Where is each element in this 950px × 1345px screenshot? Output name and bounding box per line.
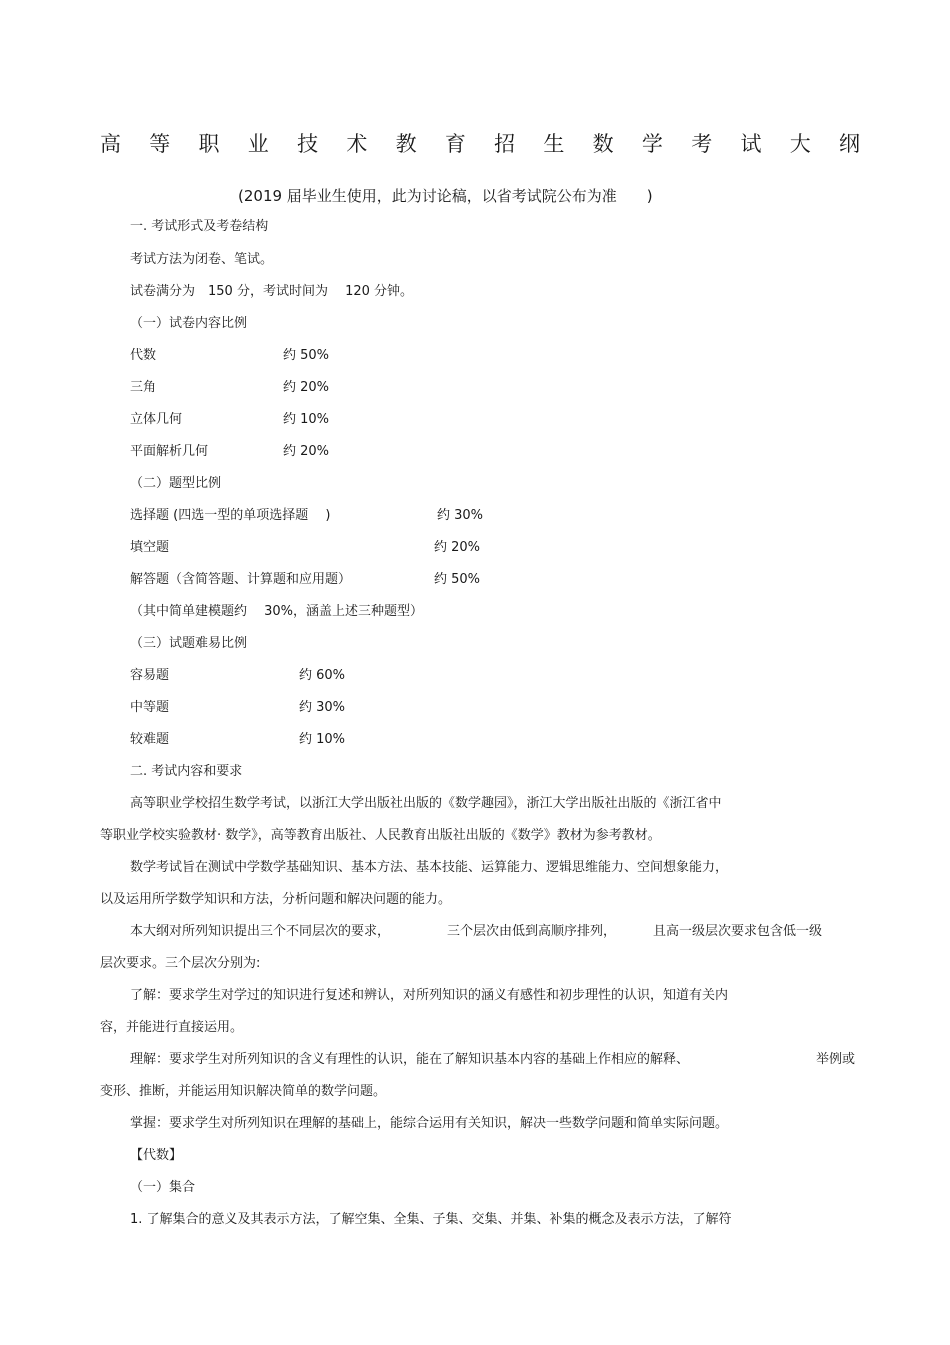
title-char: 数 <box>592 132 614 156</box>
title-char: 高 <box>100 132 121 156</box>
row-value: 约 50% <box>434 572 481 587</box>
title-char: 业 <box>247 132 269 156</box>
exam-method: 考试方法为闭卷、笔试。 <box>130 252 274 267</box>
paragraph-comprehend-1a: 理解：要求学生对所列知识的含义有理性的认识，能在了解知识基本内容的基础上作相应的解释、 <box>130 1052 690 1067</box>
title-char: 职 <box>198 132 220 156</box>
document-title <box>100 128 860 158</box>
title-char: 学 <box>641 132 663 156</box>
row-value: 约 20% <box>283 380 330 395</box>
row-value: 约 30% <box>437 508 484 523</box>
title-char: 纲 <box>838 132 860 156</box>
paragraph-textbooks-2: 等职业学校实验教材· 数学》，高等教育出版社、人民教育出版社出版的《数学》教材为参考教材。 <box>100 828 661 843</box>
document-subtitle: (2019 届毕业生使用，此为讨论稿，以省考试院公布为准 ) <box>238 187 653 205</box>
topic-heading-sets: （一）集合 <box>130 1180 196 1195</box>
paragraph-levels-1c: 且高一级层次要求包含低一级 <box>653 924 823 939</box>
section-heading-content: 二. 考试内容和要求 <box>130 764 243 779</box>
title-char: 考 <box>691 132 713 156</box>
row-label: 较难题 <box>130 732 170 747</box>
paragraph-levels-1b: 三个层次由低到高顺序排列， <box>447 924 617 939</box>
row-value: 约 10% <box>299 732 346 747</box>
row-value: 约 20% <box>434 540 481 555</box>
title-char: 大 <box>789 132 811 156</box>
row-label: 中等题 <box>130 700 170 715</box>
row-label: 填空题 <box>130 540 170 555</box>
row-value: 约 30% <box>299 700 346 715</box>
paragraph-master: 掌握：要求学生对所列知识在理解的基础上，能综合运用有关知识，解决一些数学问题和简单实际问题。 <box>130 1116 729 1131</box>
title-char: 教 <box>395 132 417 156</box>
exam-score-time: 试卷满分为 150 分，考试时间为 120 分钟。 <box>130 284 414 299</box>
row-label: 选择题 (四选一型的单项选择题 ) <box>130 508 331 523</box>
title-char: 育 <box>444 132 466 156</box>
paragraph-understand-2: 容，并能进行直接运用。 <box>100 1020 244 1035</box>
row-label: 容易题 <box>130 668 170 683</box>
paragraph-purpose-2: 以及运用所学数学知识和方法，分析问题和解决问题的能力。 <box>100 892 452 907</box>
row-label: 代数 <box>130 348 157 363</box>
item-sets-1: 1. 了解集合的意义及其表示方法，了解空集、全集、子集、交集、并集、补集的概念及表示方法，了解符 <box>130 1212 732 1227</box>
paragraph-levels-2: 层次要求。三个层次分别为: <box>100 956 261 971</box>
subheading-question-type: （二）题型比例 <box>130 476 222 491</box>
row-label: 立体几何 <box>130 412 183 427</box>
row-label: 平面解析几何 <box>130 444 209 459</box>
row-value: 约 10% <box>283 412 330 427</box>
type-note: （其中简单建模题约 30%，涵盖上述三种题型） <box>130 604 424 619</box>
paragraph-comprehend-2: 变形、推断，并能运用知识解决简单的数学问题。 <box>100 1084 387 1099</box>
paragraph-levels-1a: 本大纲对所列知识提出三个不同层次的要求， <box>130 924 391 939</box>
subject-heading-algebra: 【代数】 <box>130 1148 183 1163</box>
title-char: 试 <box>740 132 762 156</box>
subheading-difficulty: （三）试题难易比例 <box>130 636 248 651</box>
row-label: 三角 <box>130 380 157 395</box>
row-label: 解答题（含简答题、计算题和应用题） <box>130 572 352 587</box>
row-value: 约 60% <box>299 668 346 683</box>
paragraph-textbooks-1: 高等职业学校招生数学考试，以浙江大学出版社出版的《数学趣园》，浙江大学出版社出版的《浙江省中 <box>130 796 722 811</box>
section-heading-exam-format: 一. 考试形式及考卷结构 <box>130 219 269 234</box>
paragraph-understand-1: 了解：要求学生对学过的知识进行复述和辨认，对所列知识的涵义有感性和初步理性的认识，知道有关内 <box>130 988 729 1003</box>
title-char: 术 <box>346 132 368 156</box>
title-char: 生 <box>543 132 565 156</box>
title-char: 招 <box>494 132 516 156</box>
title-char: 等 <box>149 132 171 156</box>
row-value: 约 50% <box>283 348 330 363</box>
row-value: 约 20% <box>283 444 330 459</box>
paragraph-comprehend-1b: 举例或 <box>816 1052 856 1067</box>
paragraph-purpose-1: 数学考试旨在测试中学数学基础知识、基本方法、基本技能、运算能力、逻辑思维能力、空间想象能力， <box>130 860 729 875</box>
title-char: 技 <box>297 132 319 156</box>
subheading-content-ratio: （一）试卷内容比例 <box>130 316 248 331</box>
